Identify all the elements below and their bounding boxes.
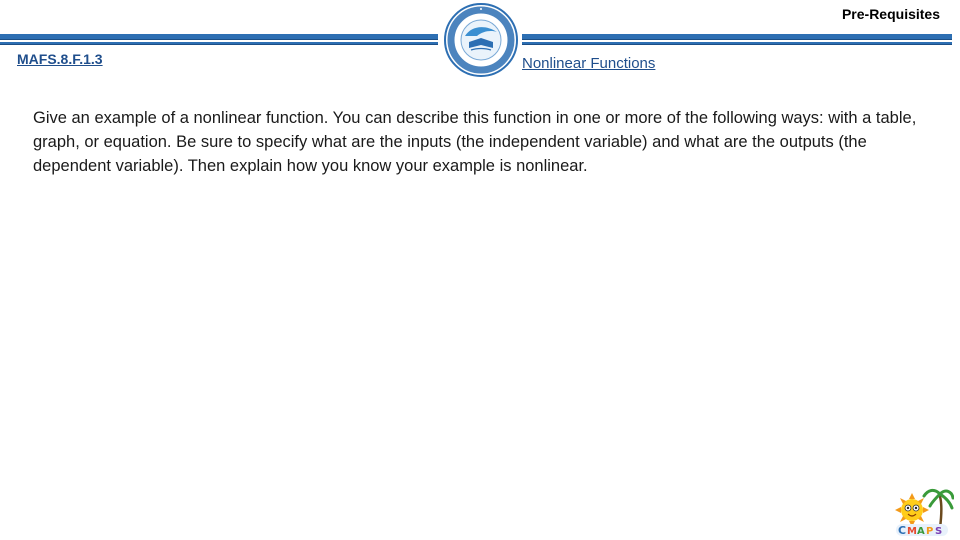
svg-text:M: M [907,526,917,537]
header-rule-right-shadow [522,42,952,44]
topic-title-link[interactable]: Nonlinear Functions [522,55,656,72]
standard-code-link[interactable]: MAFS.8.F.1.3 [17,51,103,67]
svg-text:A: A [917,526,925,537]
school-district-seal-icon [443,2,519,78]
svg-text:C: C [898,524,907,537]
svg-text:P: P [926,526,934,537]
prompt-text: Give an example of a nonlinear function. You can describe this function in one or more of the following ways: with a table, graph, or equation. Be sure to specify what are the inputs (the independent variable) and what are the outputs (the dependent variable). Then explain how you know your example is nonlinear. [33,109,917,175]
header-rule-right [522,34,952,39]
page-section-label: Pre-Requisites [841,6,940,22]
svg-text:S: S [935,526,943,537]
header-rule-left-shadow [0,42,438,44]
cmaps-sun-mascot-icon [890,488,954,538]
header-rule-left [0,34,438,39]
